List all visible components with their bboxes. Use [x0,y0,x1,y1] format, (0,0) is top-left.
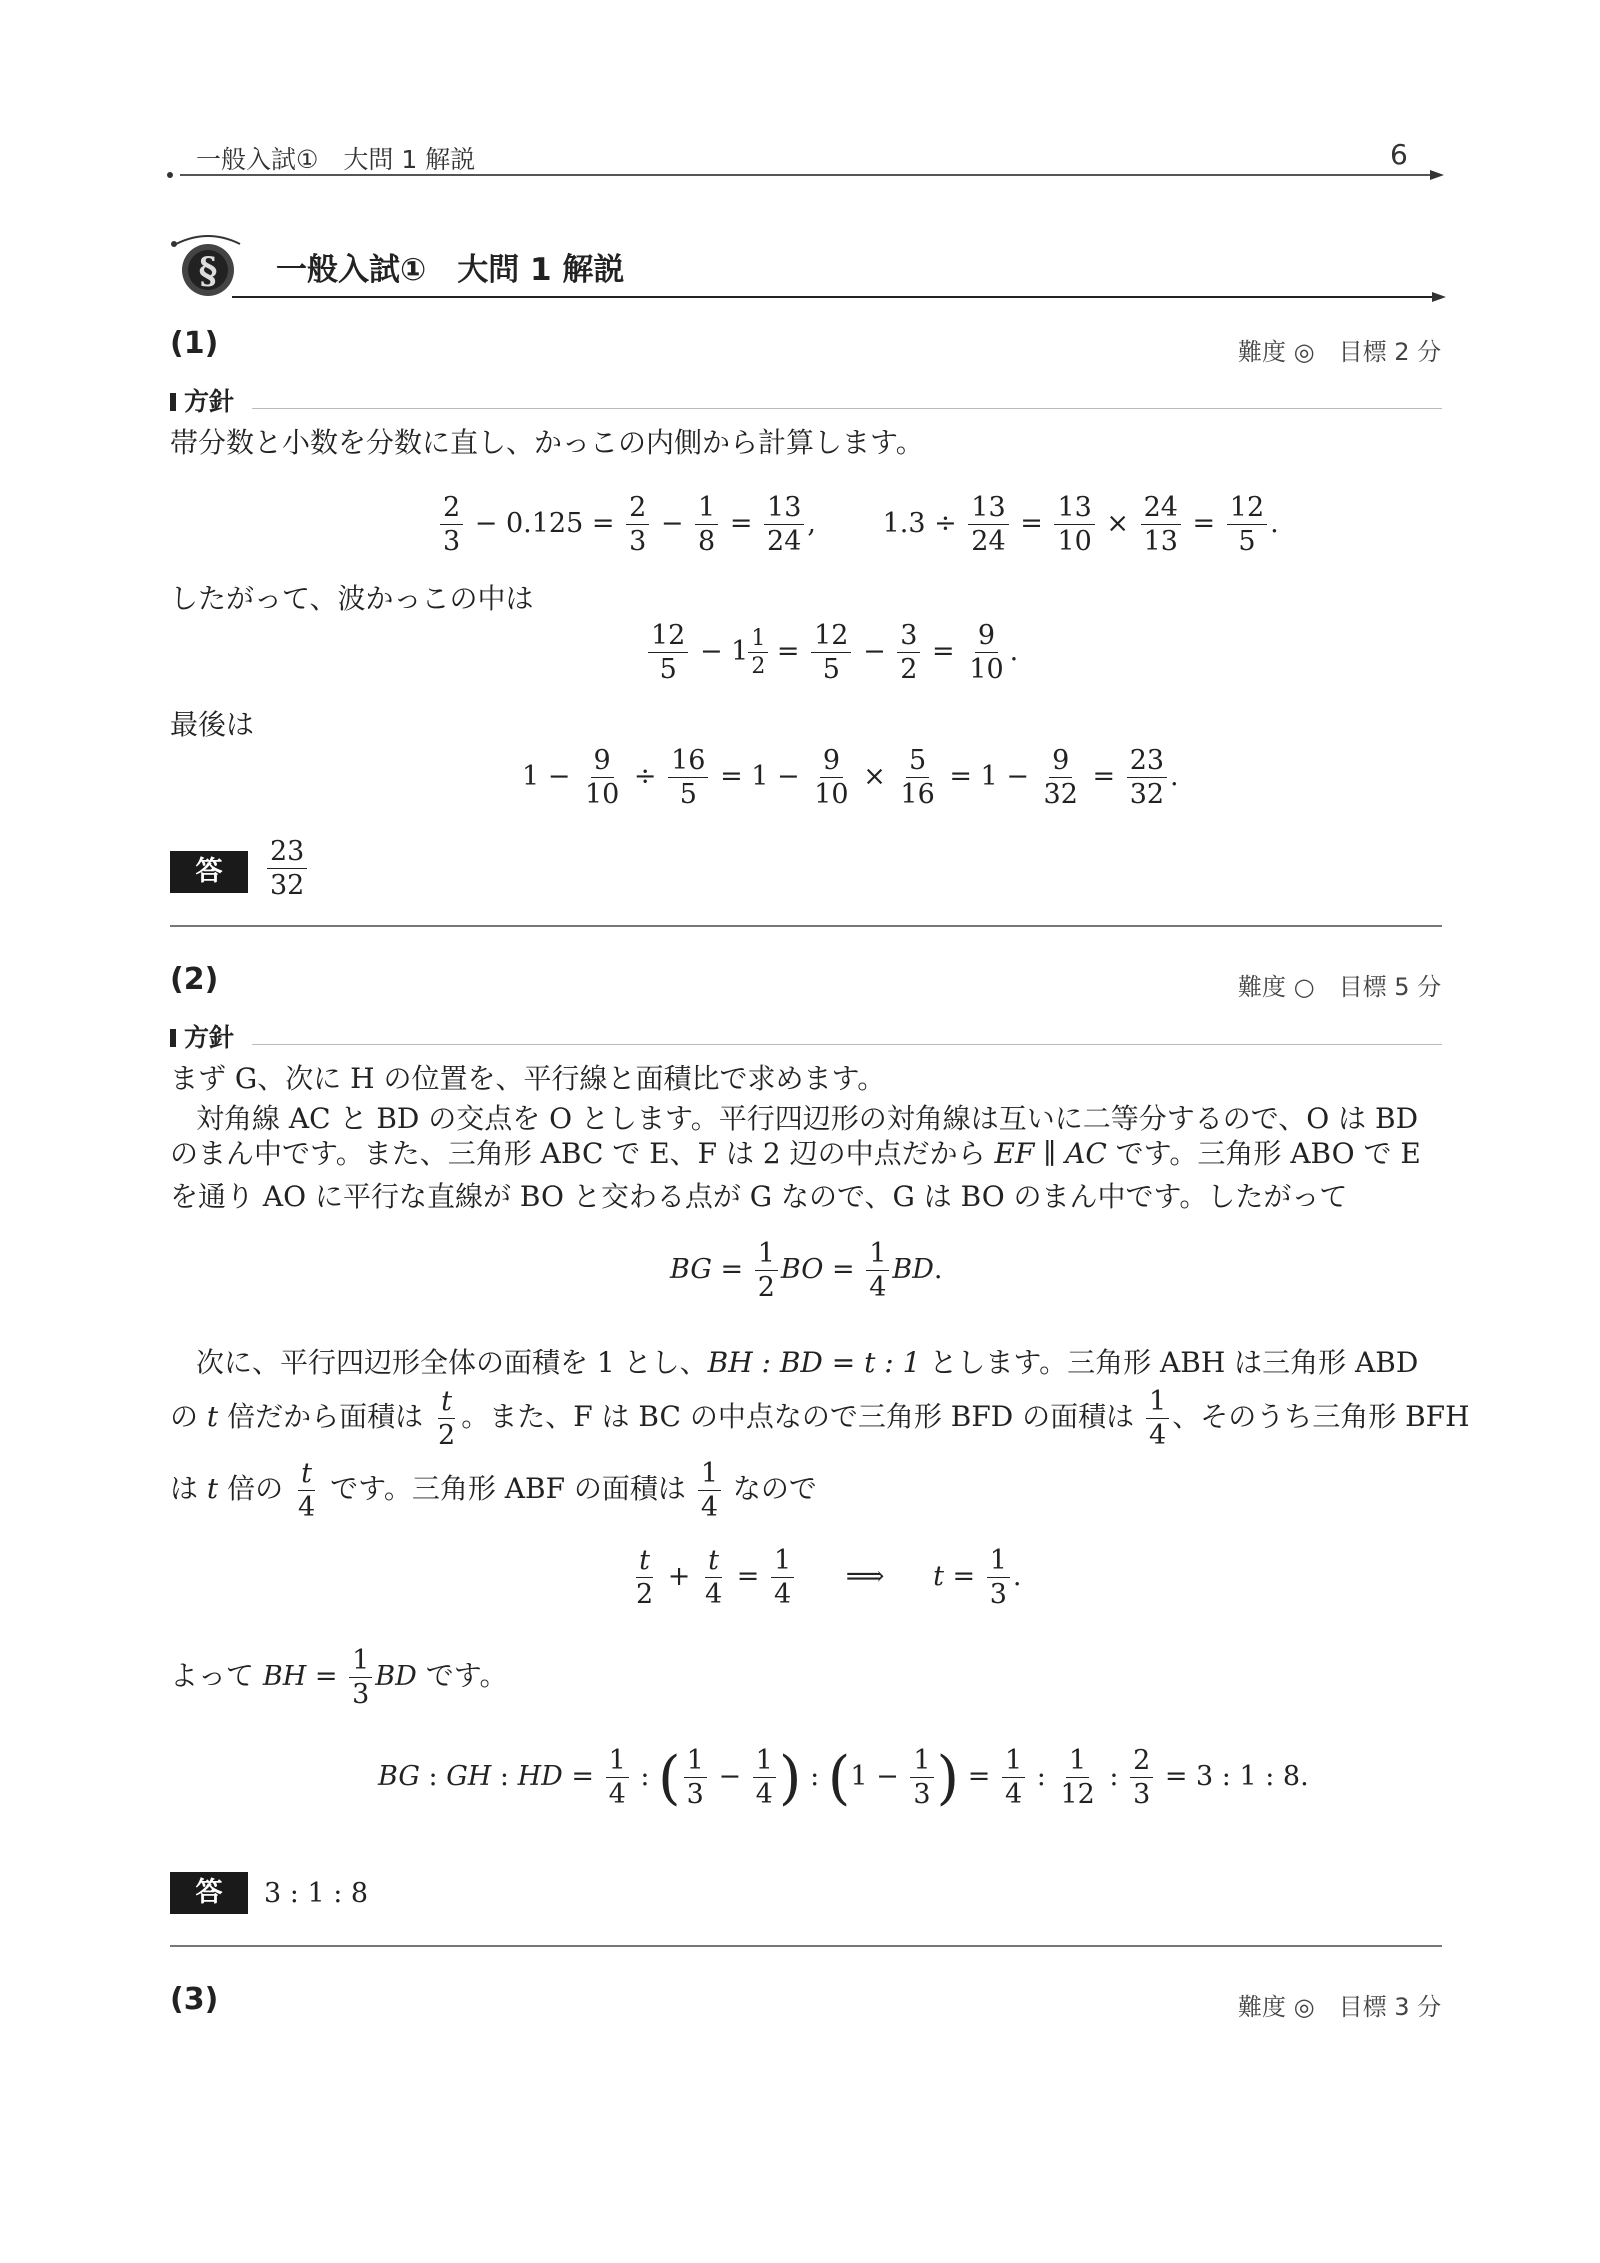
header-rule [180,174,1430,176]
q1-intro: 帯分数と小数を分数に直し、かっこの内側から計算します。 [170,426,924,459]
q2-p1-line3: を通り AO に平行な直線が BO と交わる点が G なので、G は BO のまん中です。したがって [170,1180,1348,1213]
q1-text-last: 最後は [170,708,255,741]
q1-number: (1) [170,326,219,361]
q2-p2-line1: 次に、平行四辺形全体の面積を 1 とし、BH : BD = t : 1 とします。三角形 ABH は三角形 ABD [196,1346,1419,1379]
q2-policy-label: 方針 [170,1018,234,1054]
q2-p3: よって BH = $\frac{1}{3}$ BD です。 [170,1645,508,1711]
section-arrow-icon [1432,292,1446,302]
section-title: 一般入試① 大問 1 解説 [276,252,625,288]
q2-answer: 3 : 1 : 8 [264,1878,369,1909]
q1-equation-1: $\frac{2}{3}$ − 0.125 = $\frac{2}{3}$ − $\frac{1}{8}$ = $\frac{13}{24}$ , 1.3 ÷ $\frac{13}{24}$ = $\frac{13}{10}$ × $\frac{24}{13}$ = $\frac{12}{5}$ . [437,492,1279,557]
q2-p2-line2: の t 倍だから面積は $\frac{t}{2}$ 。また、F は BC の中点なので三角形 BFD の面積は $\frac{1}{4}$ 、そのうち三角形 BFH [170,1386,1470,1452]
policy-marker [170,1029,176,1047]
q1-answer-label: 答 [170,851,248,893]
q1-difficulty: 難度 ◎ 目標 2 分 [1238,338,1442,366]
page-number: 6 [1390,138,1408,171]
policy-marker [170,393,176,411]
q1-divider [170,925,1442,927]
q2-equation-ratio: BG : GH : HD = $\frac{1}{4}$ : ( $\frac{1}{3}$ − $\frac{1}{4}$ ) : (1 − $\frac{1}{3}$ ) = $\frac{1}{4}$ : $\frac{1}{12}$ : $\frac{2}{3}$ = 3 : 1 : 8. [378,1743,1309,1812]
q1-equation-2: $\frac{12}{5}$ − 1 $\frac{1}{2}$ = $\frac{12}{5}$ − $\frac{3}{2}$ = $\frac{9}{10}$ . [645,620,1018,685]
section-badge-icon [168,232,246,298]
section-rule [232,296,1432,298]
q2-difficulty: 難度 ○ 目標 5 分 [1238,973,1442,1001]
q2-p2-line3: は t 倍の $\frac{t}{4}$ です。三角形 ABF の面積は $\frac{1}{4}$ なので [170,1458,817,1524]
header-dot [167,172,173,178]
header-arrow-icon [1430,170,1444,180]
q1-policy-label: 方針 [170,382,234,418]
q2-p1-line1: 対角線 AC と BD の交点を O とします。平行四辺形の対角線は互いに二等分するので、O は BD [196,1102,1419,1135]
q1-equation-3: 1 − $\frac{9}{10}$ ÷ $\frac{16}{5}$ = 1 − $\frac{9}{10}$ × $\frac{5}{16}$ = 1 − $\frac{9}{32}$ = $\frac{23}{32}$ . [522,745,1179,811]
q3-difficulty: 難度 ◎ 目標 3 分 [1238,1993,1442,2021]
running-header-title: 一般入試① 大問 1 解説 [196,145,476,174]
q2-policy-rule [252,1044,1442,1045]
q2-divider [170,1945,1442,1947]
q2-number: (2) [170,962,219,997]
q2-equation-t: $\frac{t}{2}$ + $\frac{t}{4}$ = $\frac{1}{4}$ ⟹ t = $\frac{1}{3}$ . [636,1545,1022,1611]
q1-text-then: したがって、波かっこの中は [170,582,534,615]
q1-answer: $\frac{23}{32}$ [264,836,310,901]
section-badge-letter: § [198,250,218,292]
q3-number: (3) [170,1982,219,2017]
q2-answer-label: 答 [170,1872,248,1914]
q2-p1-line2: のまん中です。また、三角形 ABC で E、F は 2 辺の中点だから EF ∥ AC です。三角形 ABO で E [170,1137,1421,1170]
q2-equation-bg: BG = $\frac{1}{2}$ BO = $\frac{1}{4}$ BD. [670,1238,943,1304]
q2-intro: まず G、次に H の位置を、平行線と面積比で求めます。 [170,1062,886,1095]
q1-policy-rule [252,408,1442,409]
